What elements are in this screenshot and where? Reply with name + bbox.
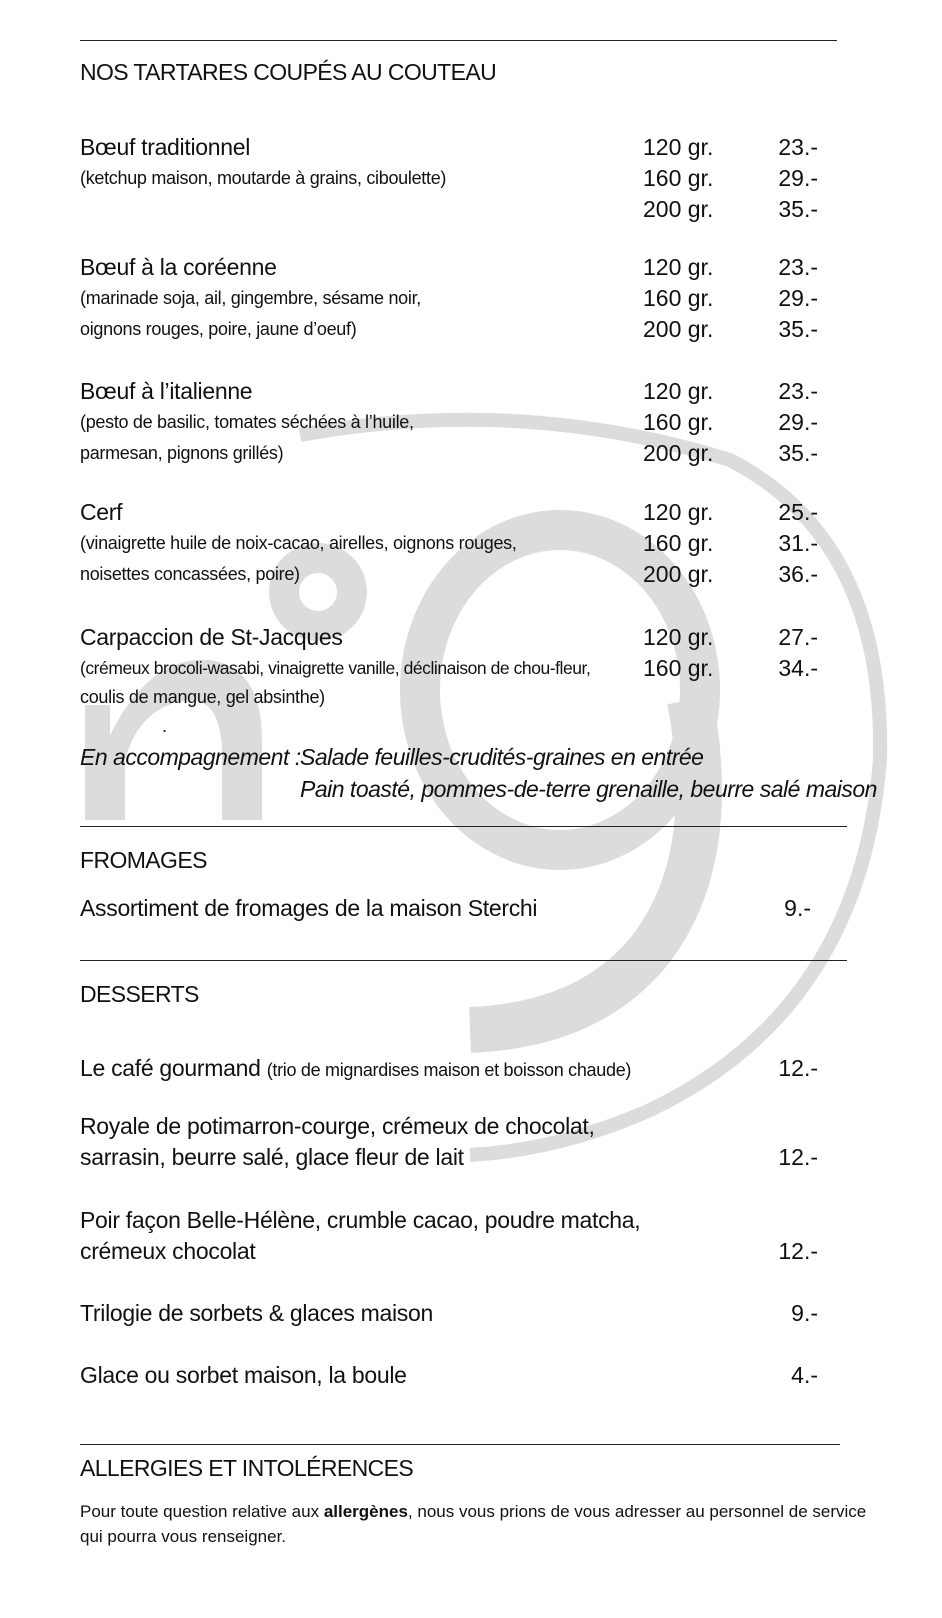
tartare-size: 120 gr. xyxy=(643,134,714,160)
section-title-allergies: ALLERGIES ET INTOLÉRENCES xyxy=(80,1455,414,1481)
tartare-price: 35.- xyxy=(778,316,818,342)
tartare-size: 160 gr. xyxy=(643,409,714,435)
tartare-size: 160 gr. xyxy=(643,530,714,556)
tartare-size: 200 gr. xyxy=(643,316,714,342)
section-rule xyxy=(80,1444,840,1445)
tartare-price: 34.- xyxy=(778,655,818,681)
dessert-price: 9.- xyxy=(791,1300,818,1326)
dessert-name: crémeux chocolat xyxy=(80,1238,256,1264)
tartare-size: 200 gr. xyxy=(643,440,714,466)
tartare-name: Carpaccion de St-Jacques xyxy=(80,624,343,650)
accompaniment-line: Salade feuilles-crudités-graines en entrée xyxy=(300,744,704,770)
tartare-size: 200 gr. xyxy=(643,196,714,222)
tartare-size: 160 gr. xyxy=(643,285,714,311)
tartare-desc: oignons rouges, poire, jaune d’oeuf) xyxy=(80,319,357,339)
tartare-size: 120 gr. xyxy=(643,499,714,525)
tartare-price: 35.- xyxy=(778,196,818,222)
dessert-price: 12.- xyxy=(778,1238,818,1264)
tartare-size: 160 gr. xyxy=(643,655,714,681)
tartare-desc: coulis de mangue, gel absinthe) xyxy=(80,687,325,707)
tartare-size: 120 gr. xyxy=(643,624,714,650)
section-rule xyxy=(80,960,847,961)
tartare-desc: (vinaigrette huile de noix-cacao, airelles, oignons rouges, xyxy=(80,533,517,553)
tartare-desc: parmesan, pignons grillés) xyxy=(80,443,284,463)
section-title-desserts: DESSERTS xyxy=(80,981,199,1007)
tartare-size: 120 gr. xyxy=(643,254,714,280)
tartare-price: 31.- xyxy=(778,530,818,556)
dessert-price: 4.- xyxy=(791,1362,818,1388)
dessert-name: Glace ou sorbet maison, la boule xyxy=(80,1362,407,1388)
section-title-tartares: NOS TARTARES COUPÉS AU COUTEAU xyxy=(80,59,497,85)
allergies-text-start: Pour toute question relative aux xyxy=(80,1502,324,1521)
dessert-name: sarrasin, beurre salé, glace fleur de lait xyxy=(80,1144,464,1170)
allergies-text xyxy=(80,1502,866,1522)
tartare-desc: (ketchup maison, moutarde à grains, ciboulette) xyxy=(80,168,447,188)
fromage-price: 9.- xyxy=(784,895,811,921)
tartare-desc: (pesto de basilic, tomates séchées à l’huile, xyxy=(80,412,414,432)
tartare-price: 29.- xyxy=(778,285,818,311)
dessert-name: Trilogie de sorbets & glaces maison xyxy=(80,1300,433,1326)
dessert-detail: (trio de mignardises maison et boisson chaude) xyxy=(266,1060,632,1080)
tartare-size: 160 gr. xyxy=(643,165,714,191)
tartare-price: 27.- xyxy=(778,624,818,650)
watermark-n-shape xyxy=(85,660,262,820)
tartare-name: Bœuf traditionnel xyxy=(80,134,251,160)
tartare-price: 29.- xyxy=(778,409,818,435)
top-rule xyxy=(80,40,837,41)
accompaniment-label: En accompagnement : xyxy=(80,744,301,770)
tartare-price: 35.- xyxy=(778,440,818,466)
tartare-name: Bœuf à la coréenne xyxy=(80,254,277,280)
section-rule xyxy=(80,826,847,827)
tartare-price: 25.- xyxy=(778,499,818,525)
dessert-name-main: Le café gourmand xyxy=(80,1055,261,1081)
dessert-name: Royale de potimarron-courge, crémeux de chocolat, xyxy=(80,1113,595,1139)
section-title-fromages: FROMAGES xyxy=(80,847,207,873)
accompaniment-line: Pain toasté, pommes-de-terre grenaille, beurre salé maison xyxy=(300,776,877,802)
fromage-name: Assortiment de fromages de la maison Sterchi xyxy=(80,895,538,921)
stray-dot: . xyxy=(162,716,167,736)
tartare-desc: (marinade soja, ail, gingembre, sésame noir, xyxy=(80,288,421,308)
allergies-text-end: , nous vous prions de vous adresser au personnel de service xyxy=(407,1502,867,1521)
tartare-price: 29.- xyxy=(778,165,818,191)
dessert-price: 12.- xyxy=(778,1055,818,1081)
tartare-size: 200 gr. xyxy=(643,561,714,587)
allergies-text-bold: allergènes xyxy=(323,1502,408,1521)
dessert-name xyxy=(80,1055,631,1082)
tartare-price: 23.- xyxy=(778,134,818,160)
tartare-size: 120 gr. xyxy=(643,378,714,404)
tartare-price: 36.- xyxy=(778,561,818,587)
tartare-desc: noisettes concassées, poire) xyxy=(80,564,300,584)
tartare-price: 23.- xyxy=(778,254,818,280)
tartare-name: Cerf xyxy=(80,499,123,525)
dessert-name: Poir façon Belle-Hélène, crumble cacao, poudre matcha, xyxy=(80,1207,641,1233)
dessert-price: 12.- xyxy=(778,1144,818,1170)
allergies-text-line2: qui pourra vous renseigner. xyxy=(80,1527,287,1546)
tartare-price: 23.- xyxy=(778,378,818,404)
tartare-name: Bœuf à l’italienne xyxy=(80,378,253,404)
tartare-desc: (crémeux brocoli-wasabi, vinaigrette vanille, déclinaison de chou-fleur, xyxy=(80,658,591,678)
